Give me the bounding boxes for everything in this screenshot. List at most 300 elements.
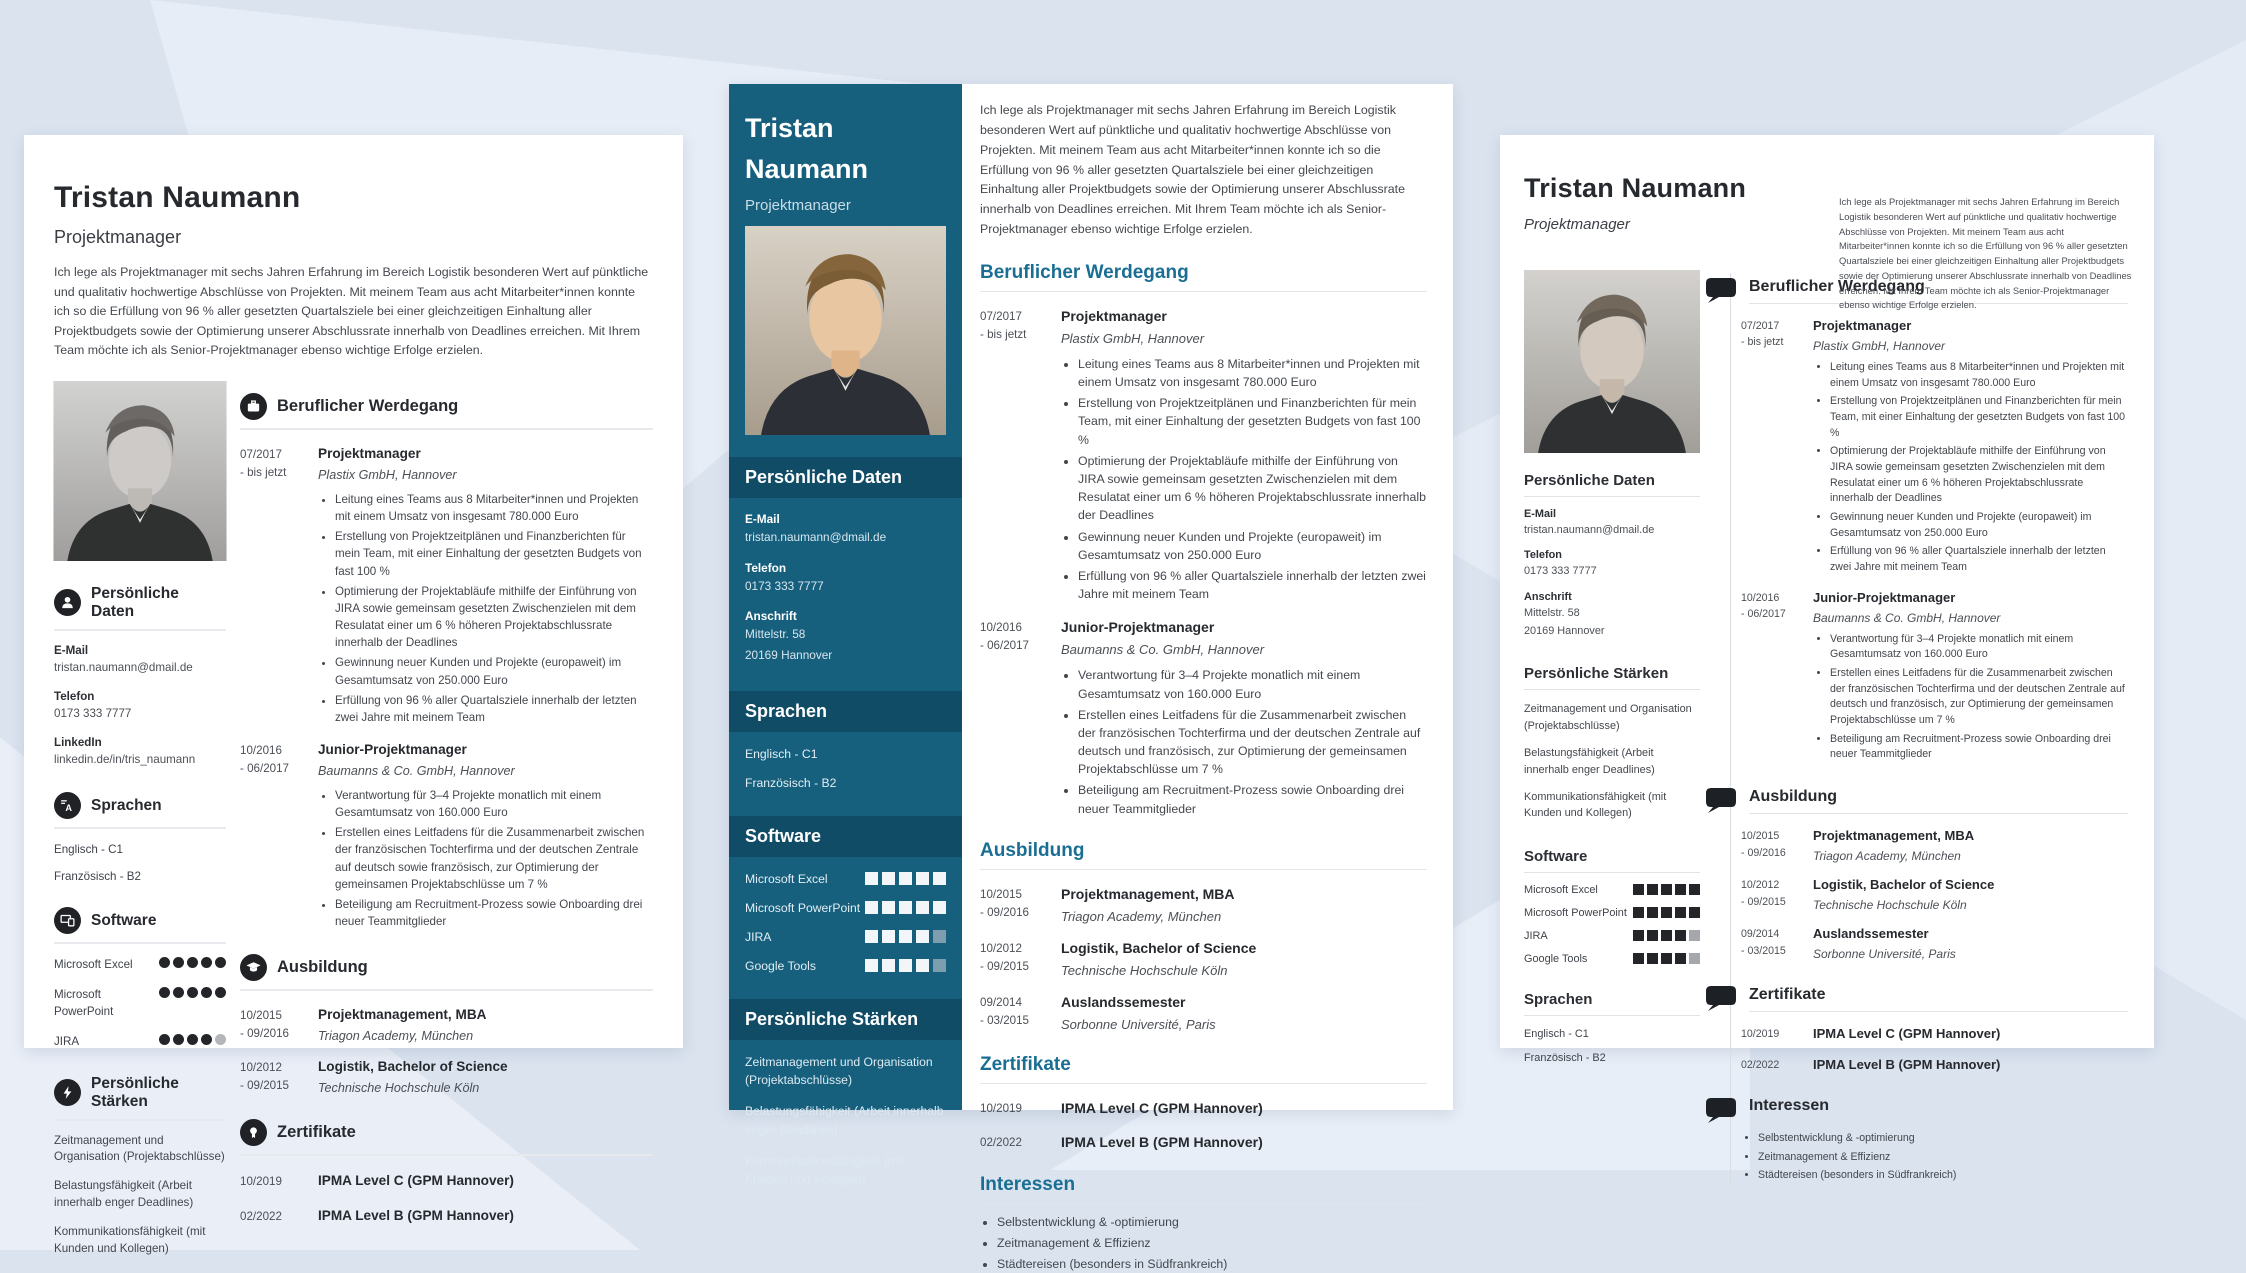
section-title: Beruflicher Werdegang xyxy=(277,396,459,415)
certificate-entry xyxy=(1741,1057,2128,1073)
section-title: Zertifikate xyxy=(277,1123,356,1142)
software-name: Google Tools xyxy=(1524,952,1588,965)
software-row xyxy=(54,957,226,974)
certificate-entry xyxy=(240,1173,653,1191)
software-row xyxy=(54,1034,226,1051)
entry-title: IPMA Level C (GPM Hannover) xyxy=(1061,1099,1263,1116)
rating-pip xyxy=(865,930,878,943)
section-heading-certificates xyxy=(240,1119,653,1156)
software-name: JIRA xyxy=(54,1034,80,1048)
date-to: - bis jetzt xyxy=(240,465,287,479)
section-title: Ausbildung xyxy=(1749,788,2128,814)
skill-rating xyxy=(159,987,226,998)
rating-pip xyxy=(1675,884,1686,895)
field-value-city: 20169 Hannover xyxy=(745,648,833,663)
software-name: Microsoft PowerPoint xyxy=(54,988,114,1018)
rating-pip xyxy=(1633,884,1644,895)
candidate-name: Tristan Naumann xyxy=(54,181,301,214)
personal-section xyxy=(729,512,962,665)
field-value-phone: 0173 333 7777 xyxy=(54,706,132,720)
certificate-entry xyxy=(1741,1026,2128,1042)
bullet-item: • Beteiligung am Recruitment-Prozess sowie Onboarding drei neuer Teammitglieder xyxy=(1078,781,1427,817)
section-title: Software xyxy=(91,911,157,929)
entry-title: Projektmanager xyxy=(1813,318,1912,333)
entry-body xyxy=(1813,926,2128,961)
strength-item: Kommunikationsfähigkeit (mit Kunden und Kollegen) xyxy=(745,1153,905,1187)
entry-school: Technische Hochschule Köln xyxy=(1813,898,1967,913)
rating-pip xyxy=(159,987,170,998)
rating-pip xyxy=(916,872,929,885)
entry-school: Sorbonne Université, Paris xyxy=(1813,947,1956,962)
bullet-item: • Beteiligung am Recruitment-Prozess sowie Onboarding drei neuer Teammitglieder xyxy=(1830,732,2128,763)
software-row xyxy=(745,959,946,973)
interest-item: • Zeitmanagement & Effizienz xyxy=(1758,1150,2128,1166)
rating-pip xyxy=(916,959,929,972)
skill-rating xyxy=(865,959,946,972)
bullet-item: • Erfüllung von 96 % aller Quartalsziele innerhalb der letzten zwei Jahre mit meinem Team xyxy=(1078,567,1427,603)
skill-rating xyxy=(159,957,226,968)
entry-title: IPMA Level C (GPM Hannover) xyxy=(318,1173,514,1189)
software-row xyxy=(745,901,946,915)
rating-pip xyxy=(159,957,170,968)
person-icon xyxy=(54,589,81,616)
entry-bullets xyxy=(1813,360,2128,576)
entry-bullets xyxy=(318,787,653,930)
skill-rating xyxy=(159,1034,226,1045)
education-entry xyxy=(980,940,1427,978)
date-to: - bis jetzt xyxy=(1741,336,1784,349)
field-label: Anschrift xyxy=(745,609,797,624)
skill-rating xyxy=(865,930,946,943)
date-from: 10/2016 xyxy=(980,621,1022,635)
entry-date xyxy=(240,742,318,930)
entry-company: Baumanns & Co. GmbH, Hannover xyxy=(1813,610,2001,625)
software-section xyxy=(729,872,962,973)
software-row xyxy=(54,987,226,1021)
rating-pip xyxy=(215,1034,226,1045)
language-item: Englisch - C1 xyxy=(1524,1027,1589,1040)
rating-pip xyxy=(1647,953,1658,964)
tag-icon xyxy=(1705,1097,1737,1124)
skill-rating xyxy=(1633,953,1700,964)
rating-pip xyxy=(201,987,212,998)
education-entry xyxy=(240,1059,653,1095)
field-label: E-Mail xyxy=(745,512,780,526)
rating-pip xyxy=(173,957,184,968)
language-list xyxy=(1524,1028,1700,1064)
skill-rating xyxy=(1633,884,1700,895)
rating-pip xyxy=(1689,907,1700,918)
entry-body xyxy=(1813,877,2128,912)
strength-item: Belastungsfähigkeit (Arbeit innerhalb enger Deadlines) xyxy=(1524,747,1655,776)
rating-pip xyxy=(1633,953,1644,964)
education-entry xyxy=(980,886,1427,924)
field-label: Telefon xyxy=(745,560,787,575)
entry-body xyxy=(1813,1026,2128,1042)
entry-body xyxy=(1061,994,1427,1032)
entry-school: Triagon Academy, München xyxy=(1813,849,1961,864)
bullet-item: • Beteiligung am Recruitment-Prozess sowie Onboarding drei neuer Teammitglieder xyxy=(335,896,653,930)
field-value-email: tristan.naumann@dmail.de xyxy=(54,660,193,674)
rating-pip xyxy=(933,959,946,972)
section-heading-personal: Persönliche Daten xyxy=(1524,472,1700,497)
skill-rating xyxy=(1633,907,1700,918)
devices-icon xyxy=(54,907,81,934)
entry-bullets xyxy=(1813,632,2128,763)
entry-date: 02/2022 xyxy=(240,1210,282,1224)
bullet-item: • Optimierung der Projektabläufe mithilfe der Einführung von JIRA sowie gemeinsam gesetzten Zwischenzielen mit dem Resulatat einer um 6 % höheren Projektabschlussrate innerhalb der Deadlines xyxy=(1830,444,2128,507)
rating-pip xyxy=(865,901,878,914)
rating-pip xyxy=(865,872,878,885)
entry-date xyxy=(980,940,1061,978)
rating-pip xyxy=(1689,953,1700,964)
software-name: JIRA xyxy=(745,929,772,944)
rating-pip xyxy=(899,930,912,943)
resume-template-tags[interactable] xyxy=(1500,135,2154,1182)
rating-pip xyxy=(916,930,929,943)
rating-pip xyxy=(882,901,895,914)
candidate-name: Tristan Naumann xyxy=(745,113,869,184)
section-heading-experience xyxy=(240,393,653,430)
certificate-entry xyxy=(980,1134,1427,1152)
strength-item: Belastungsfähigkeit (Arbeit innerhalb enger Deadlines) xyxy=(745,1104,944,1137)
date-from: 10/2015 xyxy=(980,887,1022,901)
resume-template-sidebar[interactable] xyxy=(729,84,1453,1272)
entry-body xyxy=(1061,1100,1427,1118)
resume-columns xyxy=(1524,273,2128,1184)
bullet-item: • Verantwortung für 3–4 Projekte monatlich mit einem Gesamtumsatz von 160.000 Euro xyxy=(1830,632,2128,663)
entry-body xyxy=(1061,619,1427,818)
interest-item: • Selbstentwicklung & -optimierung xyxy=(1758,1131,2128,1147)
experience-entry xyxy=(980,619,1427,818)
section-heading-interests: Interessen xyxy=(980,1174,1427,1204)
software-row xyxy=(1524,953,1700,965)
date-to: - 06/2017 xyxy=(980,639,1029,653)
rating-pip xyxy=(201,1034,212,1045)
entry-date xyxy=(1741,828,1813,863)
rating-pip xyxy=(882,872,895,885)
rating-pip xyxy=(173,1034,184,1045)
date-to: - bis jetzt xyxy=(980,327,1027,341)
sidebar xyxy=(729,84,962,1187)
date-to: - 03/2015 xyxy=(1741,944,1786,957)
entry-body xyxy=(1061,886,1427,924)
date-from: 07/2017 xyxy=(980,309,1022,323)
bullet-item: • Gewinnung neuer Kunden und Projekte (europaweit) im Gesamtumsatz von 250.000 Euro xyxy=(335,654,653,688)
experience-entry xyxy=(240,446,653,726)
section-heading-education xyxy=(1741,787,2128,814)
entry-body xyxy=(318,1208,653,1226)
software-row xyxy=(1524,907,1700,919)
entry-date xyxy=(1741,877,1813,912)
entry-company: Plastix GmbH, Hannover xyxy=(318,467,457,482)
entry-title: Projektmanagement, MBA xyxy=(1061,885,1235,902)
field-value-phone: 0173 333 7777 xyxy=(745,578,824,593)
entry-title: Logistik, Bachelor of Science xyxy=(318,1059,508,1075)
entry-title: Projektmanager xyxy=(318,445,421,461)
entry-company: Plastix GmbH, Hannover xyxy=(1813,339,1946,353)
tag-icon xyxy=(1705,787,1737,814)
date-to: - 03/2015 xyxy=(980,1013,1029,1027)
tag-icon xyxy=(1705,985,1737,1012)
rating-pip xyxy=(933,872,946,885)
interest-item: • Städtereisen (besonders in Südfrankreich) xyxy=(1758,1168,2128,1184)
entry-school: Technische Hochschule Köln xyxy=(318,1081,480,1096)
certificate-entry xyxy=(980,1100,1427,1118)
rating-pip xyxy=(933,930,946,943)
date-from: 10/2012 xyxy=(240,1061,282,1075)
candidate-photo xyxy=(1524,273,1700,450)
skill-rating xyxy=(1633,930,1700,941)
section-heading-strengths: Persönliche Stärken xyxy=(729,999,962,1040)
main-column xyxy=(1730,273,2128,1184)
software-name: Microsoft Excel xyxy=(745,871,828,886)
rating-pip xyxy=(1675,930,1686,941)
language-item: Französisch - B2 xyxy=(54,870,141,884)
entry-body xyxy=(318,742,653,930)
left-column xyxy=(1524,273,1700,1184)
date-to: - 09/2016 xyxy=(240,1027,289,1041)
rating-pip xyxy=(187,957,198,968)
section-heading-personal: Persönliche Daten xyxy=(729,457,962,498)
education-entry xyxy=(240,1007,653,1043)
entry-title: Auslandssemester xyxy=(1813,926,1929,942)
lightning-icon xyxy=(54,1079,81,1106)
rating-pip xyxy=(1675,953,1686,964)
experience-entry xyxy=(1741,318,2128,576)
entry-date xyxy=(240,1059,318,1095)
date-to: - 06/2017 xyxy=(240,761,289,775)
section-title: Ausbildung xyxy=(277,958,368,977)
resume-template-classic[interactable] xyxy=(24,135,683,1255)
entry-body xyxy=(1061,940,1427,978)
bullet-item: • Erstellung von Projektzeitplänen und Finanzberichten für mein Team, mit einer Einhaltung der gesetzten Budgets von fast 100 % xyxy=(1078,394,1427,449)
section-title: Zertifikate xyxy=(1749,986,2128,1012)
date-from: 10/2016 xyxy=(240,744,282,757)
entry-body xyxy=(318,1007,653,1043)
date-from: 10/2015 xyxy=(1741,830,1780,843)
interests-list xyxy=(980,1213,1427,1273)
interests-list xyxy=(1741,1131,2128,1184)
bullet-item: • Erstellen eines Leitfadens für die Zusammenarbeit zwischen der französischen Tochterfirma und der deutschen Zentrale auf deutsch und französisch, zur Optimierung der gemeinsamen Projektabschlüsse um 7 % xyxy=(1078,706,1427,779)
rating-pip xyxy=(1689,930,1700,941)
section-heading-languages: Sprachen xyxy=(1524,991,1700,1016)
bullet-item: • Gewinnung neuer Kunden und Projekte (europaweit) im Gesamtumsatz von 250.000 Euro xyxy=(1078,528,1427,564)
software-name: JIRA xyxy=(1524,929,1548,942)
date-from: 10/2012 xyxy=(980,941,1022,955)
software-row xyxy=(1524,930,1700,942)
entry-date xyxy=(980,994,1061,1032)
rating-pip xyxy=(1647,907,1658,918)
profile-summary: Ich lege als Projektmanager mit sechs Jahren Erfahrung im Bereich Logistik besonderen Wert auf pünktliche und qualitativ hochwertige Abschlüsse von Projekten. Mit meinem Team aus acht Mitarbeiter*innen konnte ich so die Erfüllung von 96 % aller gesetzten Quartalsziele bei einer gleichzeitigen Einhaltung aller Projektbudgets sowie der Optimierung unserer Abschlussrate innerhalb von Deadlines erreichen. Mit Ihrem Team möchte ich als Senior-Projektmanager ebenso wichtige Erfolge erzielen. xyxy=(980,103,1405,237)
education-entry xyxy=(1741,828,2128,863)
field-value-street: Mittelstr. 58 xyxy=(745,627,806,642)
date-to: - 09/2015 xyxy=(1741,895,1786,908)
strength-item: Kommunikationsfähigkeit (mit Kunden und Kollegen) xyxy=(54,1224,206,1255)
certificate-entry xyxy=(240,1208,653,1226)
entry-title: IPMA Level B (GPM Hannover) xyxy=(1061,1133,1263,1150)
rating-pip xyxy=(187,987,198,998)
entry-title: IPMA Level B (GPM Hannover) xyxy=(318,1208,514,1224)
software-name: Microsoft PowerPoint xyxy=(745,900,861,915)
section-heading-languages: Sprachen xyxy=(729,691,962,732)
strengths-list xyxy=(54,1133,226,1258)
section-title: Beruflicher Werdegang xyxy=(1749,278,2128,304)
entry-date xyxy=(980,886,1061,924)
bullet-item: • Erfüllung von 96 % aller Quartalsziele innerhalb der letzten zwei Jahre mit meinem Team xyxy=(335,692,653,726)
section-title: Sprachen xyxy=(91,796,162,814)
candidate-photo xyxy=(745,230,946,431)
entry-body xyxy=(1813,828,2128,863)
date-to: - 09/2016 xyxy=(980,905,1029,919)
section-title: Persönliche Daten xyxy=(91,584,179,620)
interest-item: • Städtereisen (besonders in Südfrankreich) xyxy=(997,1255,1427,1273)
language-item: Englisch - C1 xyxy=(745,746,818,761)
bullet-item: • Optimierung der Projektabläufe mithilfe der Einführung von JIRA sowie gemeinsam gesetzten Zwischenzielen mit dem Resulatat einer um 6 % höheren Projektabschlussrate innerhalb der Deadlines xyxy=(1078,452,1427,525)
date-from: 09/2014 xyxy=(1741,928,1780,941)
entry-title: Junior-Projektmanager xyxy=(1813,589,1956,605)
language-item: Französisch - B2 xyxy=(745,775,837,790)
candidate-job-title: Projektmanager xyxy=(54,227,182,247)
section-title: Interessen xyxy=(1749,1097,2128,1123)
entry-bullets xyxy=(318,491,653,726)
entry-body xyxy=(318,1059,653,1095)
field-label: Telefon xyxy=(54,689,95,703)
rating-pip xyxy=(1661,930,1672,941)
software-row xyxy=(745,872,946,886)
resume-columns xyxy=(54,381,653,1257)
entry-school: Triagon Academy, München xyxy=(318,1029,474,1044)
entry-date xyxy=(240,446,318,726)
entry-title: Projektmanagement, MBA xyxy=(1813,828,1975,844)
bullet-item: • Leitung eines Teams aus 8 Mitarbeiter*innen und Projekten mit einem Umsatz von insgesamt 780.000 Euro xyxy=(1830,360,2128,391)
entry-body xyxy=(1813,590,2128,763)
date-to: - 06/2017 xyxy=(1741,608,1786,621)
software-row xyxy=(745,930,946,944)
date-to: - 09/2016 xyxy=(1741,846,1786,859)
entry-title: Logistik, Bachelor of Science xyxy=(1813,877,1995,893)
entry-title: IPMA Level C (GPM Hannover) xyxy=(1813,1026,2001,1042)
section-heading-experience: Beruflicher Werdegang xyxy=(980,262,1427,292)
software-name: Microsoft Excel xyxy=(1524,883,1598,896)
rating-pip xyxy=(1661,953,1672,964)
rating-pip xyxy=(187,1034,198,1045)
candidate-job-title: Projektmanager xyxy=(1524,216,1630,233)
field-value-email: tristan.naumann@dmail.de xyxy=(745,530,887,544)
interest-item: • Zeitmanagement & Effizienz xyxy=(997,1234,1427,1252)
entry-date: 10/2019 xyxy=(980,1101,1022,1115)
entry-title: Logistik, Bachelor of Science xyxy=(1061,939,1257,956)
rating-pip xyxy=(882,930,895,943)
entry-title: Projektmanagement, MBA xyxy=(318,1007,487,1023)
rating-pip xyxy=(1633,930,1644,941)
entry-date: 02/2022 xyxy=(1741,1058,1780,1071)
strength-item: Zeitmanagement und Organisation (Projektabschlüsse) xyxy=(1524,703,1692,732)
rating-pip xyxy=(173,987,184,998)
section-heading-software xyxy=(54,907,226,944)
entry-date: 10/2019 xyxy=(1741,1028,1780,1041)
date-from: 10/2015 xyxy=(240,1009,282,1023)
software-row xyxy=(1524,884,1700,896)
bullet-item: • Verantwortung für 3–4 Projekte monatlich mit einem Gesamtumsatz von 160.000 Euro xyxy=(1078,666,1427,702)
entry-company: Baumanns & Co. GmbH, Hannover xyxy=(318,764,515,778)
rating-pip xyxy=(215,957,226,968)
experience-entry xyxy=(1741,590,2128,763)
software-name: Google Tools xyxy=(745,958,816,973)
field-label: E-Mail xyxy=(1524,508,1557,520)
section-heading-certificates xyxy=(1741,985,2128,1012)
entry-title: Projektmanager xyxy=(1061,307,1167,324)
section-title: Persönliche Stärken xyxy=(91,1074,179,1110)
entry-date: 02/2022 xyxy=(980,1135,1022,1149)
rating-pip xyxy=(159,1034,170,1045)
bullet-item: • Erstellung von Projektzeitplänen und Finanzberichten für mein Team, mit einer Einhaltung der gesetzten Budgets von fast 100 % xyxy=(335,528,653,579)
bullet-item: • Verantwortung für 3–4 Projekte monatlich mit einem Gesamtumsatz von 160.000 Euro xyxy=(335,787,653,821)
strengths-list xyxy=(729,1053,962,1189)
language-item: Englisch - C1 xyxy=(54,843,123,857)
entry-school: Sorbonne Université, Paris xyxy=(1061,1016,1216,1032)
bullet-item: • Optimierung der Projektabläufe mithilfe der Einführung von JIRA sowie gemeinsam gesetzten Zwischenzielen mit dem Resulatat einer um 6 % höheren Projektabschlussrate innerhalb der Deadlines xyxy=(335,583,653,652)
date-from: 07/2017 xyxy=(240,447,282,461)
entry-company: Plastix GmbH, Hannover xyxy=(1061,330,1205,346)
field-value-phone: 0173 333 7777 xyxy=(1524,565,1597,578)
entry-date xyxy=(980,619,1061,818)
entry-body xyxy=(318,1173,653,1191)
strengths-list xyxy=(1524,701,1700,821)
rating-pip xyxy=(865,959,878,972)
education-entry xyxy=(980,994,1427,1032)
section-heading-software: Software xyxy=(729,816,962,857)
field-value-linkedin: linkedin.de/in/tris_naumann xyxy=(54,752,196,766)
medal-icon xyxy=(240,1119,267,1146)
date-to: - 09/2015 xyxy=(240,1079,289,1093)
entry-company: Baumanns & Co. GmbH, Hannover xyxy=(1061,642,1265,658)
entry-bullets xyxy=(1061,355,1427,603)
entry-date: 10/2019 xyxy=(240,1175,282,1189)
entry-title: Junior-Projektmanager xyxy=(1061,619,1215,636)
date-from: 10/2012 xyxy=(1741,879,1780,892)
date-from: 10/2016 xyxy=(1741,591,1780,604)
tag-icon xyxy=(1705,277,1737,304)
section-heading-strengths xyxy=(54,1075,226,1121)
entry-date xyxy=(240,1007,318,1043)
section-heading-strengths: Persönliche Stärken xyxy=(1524,665,1700,690)
language-item: Französisch - B2 xyxy=(1524,1051,1606,1064)
bullet-item: • Gewinnung neuer Kunden und Projekte (europaweit) im Gesamtumsatz von 250.000 Euro xyxy=(1830,510,2128,541)
rating-pip xyxy=(1661,884,1672,895)
software-name: Microsoft PowerPoint xyxy=(1524,906,1627,919)
field-value-street: Mittelstr. 58 xyxy=(1524,606,1580,619)
software-name: Microsoft Excel xyxy=(54,958,133,972)
bullet-item: • Erstellen eines Leitfadens für die Zusammenarbeit zwischen der französischen Tochterfirma und der deutschen Zentrale auf deutsch sowie französisch, zur Optimierung der gemeinsamen Projektabschlüsse um 7 % xyxy=(335,824,653,893)
entry-date xyxy=(1741,926,1813,961)
interest-item: • Selbstentwicklung & -optimierung xyxy=(997,1213,1427,1231)
entry-body xyxy=(1061,1134,1427,1152)
entry-school: Technische Hochschule Köln xyxy=(1061,962,1228,978)
field-label: E-Mail xyxy=(54,643,89,657)
rating-pip xyxy=(899,872,912,885)
graduation-cap-icon xyxy=(240,954,267,981)
section-heading-education: Ausbildung xyxy=(980,840,1427,870)
rating-pip xyxy=(1661,907,1672,918)
education-entry xyxy=(1741,877,2128,912)
entry-body xyxy=(1061,308,1427,603)
field-label: LinkedIn xyxy=(54,735,102,749)
rating-pip xyxy=(899,959,912,972)
strength-item: Zeitmanagement und Organisation (Projektabschlüsse) xyxy=(54,1133,225,1164)
experience-entry xyxy=(240,742,653,930)
section-heading-software: Software xyxy=(1524,848,1700,873)
